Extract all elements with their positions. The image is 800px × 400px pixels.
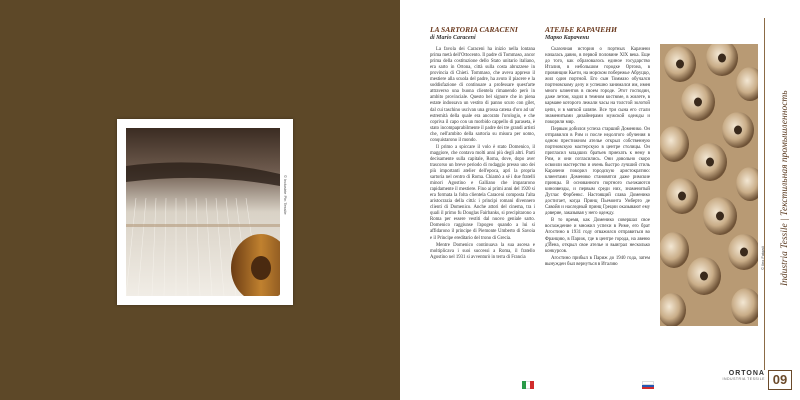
italian-paragraph: Il primo a spiccare il volo è stato Domenico, il maggiore, che contava molti anni più degli altri. Partì decisamente sulla capitale, Roma, dove, dopo aver trascorso un breve periodo di rodaggio presso uno dei più importanti atelier dell'epoca, aprì la propria sartoria nel centro di Roma. Chiamò a sé i due fratelli minori Agostino e Galliano che impararono rapidamente il mestiere. Fino ai primi anni del 1920 si era formata la folta clientela Caraceni composta l'alta aristocrazia della città: i principi romani divennero clienti di Domenico. Anche attori del cinema, tra i quali il primo fu Douglas Fairbanks, si precipitarono a Roma per essere vestiti dal nuovo geniale sarto. Domenico raggiunse l'apogeo quando a lui si affidarono il principe di Piemonte Umberto di Savoia e il Principe ereditario del trono di Grecia. [430, 144, 535, 241]
side-divider [764, 18, 765, 370]
italian-byline: di Mario Caraceni [430, 35, 476, 41]
russian-byline: Марко Карачени [545, 35, 590, 41]
russian-paragraph: Агостино прибыл в Париж до 1940 года, затем вынужден был вернуться в Италию [545, 255, 650, 267]
right-photo-credit: © Ilex Fatgati [760, 246, 765, 270]
section-side-title: Industria Tessile | Текстильная промышленность [780, 90, 790, 286]
loom-photo [126, 128, 280, 296]
footer [693, 370, 765, 381]
italian-paragraph: Mentre Domenico continuava la sua ascesa e moltiplicava i suoi successi a Roma, il fratello Agostino nel 1931 si avventurò in terra di Francia [430, 242, 535, 260]
russian-paragraph: Сказочная история о портных Карачени началась давно, в первой половине XIX века. Еще до того, как образовалось единое государство Италия, в небольшом городке Ортона, в провинции Кьети, на морском побережье Абруццо, жил один портной. Его сын Томмазо обучался портновскому делу и успешно занимался им, имея много клиентов в своем городе. Этот господин, даже летом, ходил в темном костюме, в жилете, в кармане которого лежали часы на толстой золотой цепи, и в мягкой шляпе. Все три сына его стали знаменитыми дизайнерами мужской одежды и покорили мир. [545, 47, 650, 125]
italian-column [430, 26, 535, 262]
russian-title: АТЕЛЬЕ КАРАЧЕНИ [545, 25, 617, 34]
footer-subtitle: INDUSTRIA TESSILE [722, 377, 765, 381]
russian-paragraph: Первым добился успеха старший Доменико. Он отправился в Рим и после недолгого обучения в одном престижном ателье открыл собственную портновскую мастерскую в центре столицы. Он пригласил младших братьев приехать к нему в Рим, и они согласились. Они довольно скоро освоили мастерство и очень быстро лучший стиль Карачени покорил городскую аристократию: клиентами Доменико становятся даже римские принцы. В основанного портного съезжаются кинозвезды, и первым среди них, знаменитый Дуглас Фэрбенкс. Настоящий слава Доменико достигает, когда Принц Пьемонта Умберто де Савойя и наследный принц Греции оказывают ему доверие, заказывая у него одежду. [545, 126, 650, 217]
left-photo-credit: © Industrie Pin Tessile [283, 175, 288, 215]
italian-flag-icon [522, 381, 534, 389]
footer-city: ORTONA [728, 370, 765, 377]
yarn-spools-photo [660, 44, 758, 326]
italian-paragraph: La favola dei Caraceni ha inizio nella lontana prima metà dell'Ottocento. Il padre di Tommaso, ancor prima della costituzione dello Stato unitario italiano, era sarto in Ortona, città sulla costa abruzzese in provincia di Chieti. Tommaso, che aveva appreso il mestiere alla scuola del padre, ha avuto il piacere e la soddisfazione di continuare a professare quest'arte attraverso una buona clientela rimanendo però in ambito provinciale. Questo bel signore che in piena estate indossava un vestito di panno scuro con gilet, dal cui taschino uscivan una grossa catena d'oro ad un' estremità della quale era ancorato l'orologio, e che copriva il capo con un morbido cappello di paraseta, è stato incompaprabilmente il padre dei tre grandi artisti che, nell'ambito della sartoria su misura per uomo, conquistarono il mondo. [430, 47, 536, 143]
russian-column [545, 26, 650, 269]
italian-title: LA SARTORIA CARACENI [430, 25, 518, 34]
loom-photo-frame [117, 119, 293, 305]
russian-paragraph: В то время, как Доменико совершал свое восхождение и множил успехи в Риме, его брат Агостино в 1931 году отважился отправиться во Францию, в Париж, где в центре города, на авеню д'Йена, открыл свое ателье и выиграл несколько конкурсов. [545, 218, 650, 254]
russian-flag-icon [642, 381, 654, 389]
page-number: 09 [768, 370, 792, 390]
